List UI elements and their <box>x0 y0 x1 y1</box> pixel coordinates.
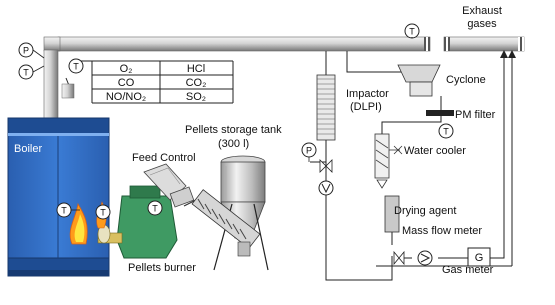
gas-meter-symbol: G <box>474 252 484 264</box>
gas-cell-so2: SO₂ <box>185 91 207 103</box>
gas-cell-o2: O₂ <box>119 63 133 75</box>
gas-cell-co2: CO₂ <box>185 77 207 89</box>
valve-icon <box>394 252 404 264</box>
pressure-symbol: P <box>305 145 313 156</box>
temperature-symbol: T <box>73 61 79 72</box>
pump-icon <box>418 251 432 265</box>
storage-tank-label-1: Pellets storage tank <box>185 124 282 136</box>
pressure-symbol: P <box>22 45 30 56</box>
mass-flow-meter-label: Mass flow meter <box>402 225 483 237</box>
temperature-symbol: T <box>100 207 106 218</box>
boiler <box>8 118 109 276</box>
gas-analyzer-table <box>78 61 233 103</box>
impactor-label-1: Impactor <box>346 88 389 100</box>
exhaust-label-2: gases <box>467 18 497 30</box>
gas-cell-co: CO <box>117 77 135 89</box>
pump-icon <box>319 181 333 195</box>
exhaust-label-1: Exhaust <box>462 5 502 17</box>
temperature-symbol: T <box>409 26 415 37</box>
burner-label: Pellets burner <box>128 262 196 274</box>
gas-cell-no-no2: NO/NO₂ <box>105 91 147 103</box>
gas-cell-hcl: HCl <box>186 63 206 75</box>
cyclone <box>398 65 440 96</box>
temperature-symbol: T <box>443 126 449 137</box>
temperature-symbol: T <box>23 67 29 78</box>
impactor-dlpi <box>317 75 335 140</box>
impactor-label-2: (DLPI) <box>350 101 382 113</box>
drying-agent-label: Drying agent <box>394 205 457 217</box>
pm-filter-label: PM filter <box>455 109 496 121</box>
feed-control-label: Feed Control <box>132 152 196 164</box>
temperature-symbol: T <box>61 205 67 216</box>
temperature-symbol: T <box>152 203 158 214</box>
pm-filter <box>426 96 454 116</box>
water-cooler <box>375 134 402 188</box>
gas-meter-label: Gas meter <box>442 264 494 276</box>
pellets-burner <box>98 186 177 258</box>
boiler-label: Boiler <box>14 143 43 155</box>
cyclone-label: Cyclone <box>446 74 486 86</box>
storage-tank-label-2: (300 l) <box>218 138 250 150</box>
water-cooler-label: Water cooler <box>404 145 466 157</box>
